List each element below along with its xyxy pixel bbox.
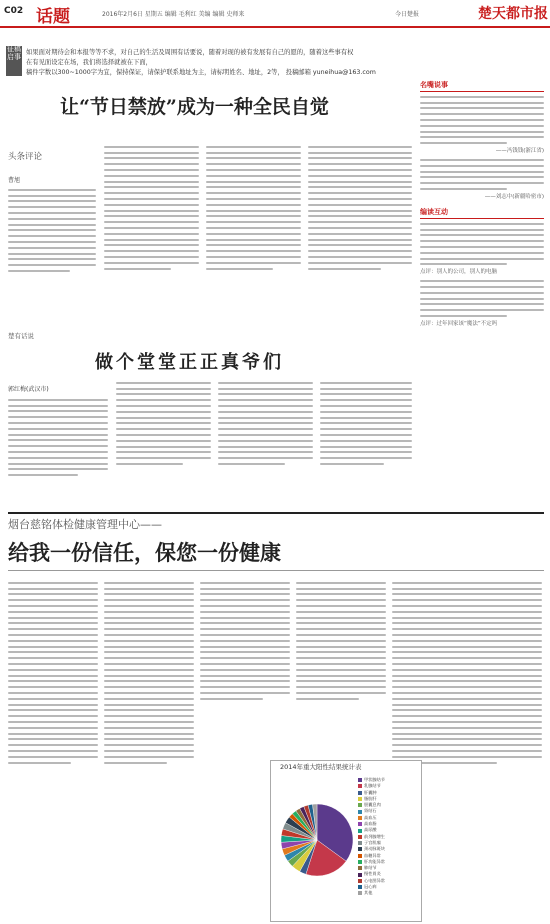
article2-label: 楚有话说: [8, 332, 34, 340]
legend-label: 脂肪肝: [364, 795, 377, 801]
legend-swatch: [358, 784, 362, 788]
sidebar-note: 点评：过年回家该“魔法”不定吗: [420, 320, 498, 327]
sidebar: [420, 80, 544, 328]
article2-headline: 做个堂堂正正真爷们: [95, 352, 284, 373]
legend-label: 肾结石: [364, 808, 377, 814]
header-date: 2016年2月6日 星期五 编辑 毛利红 美编 编辑 史师来: [102, 11, 245, 18]
legend-swatch: [358, 778, 362, 782]
section-title: 话题: [36, 7, 70, 27]
legend-swatch: [358, 797, 362, 801]
article3-kicker: 烟台慈铭体检健康管理中心——: [8, 518, 162, 531]
legend-label: 前列腺增生: [364, 833, 385, 839]
article3-body-col3: [200, 578, 290, 704]
legend-label: 血糖异常: [364, 852, 381, 858]
article1-body-col2: [104, 142, 199, 273]
sidebar-note: 点评：别人的公司，别人的电脑: [420, 269, 498, 276]
sidebar-source: ——冯钱钱(浙江省): [495, 147, 544, 154]
sidebar-box1-heading: 名嘴说事: [420, 80, 544, 92]
legend-swatch: [358, 866, 362, 870]
legend-label: 甲状腺结节: [364, 777, 385, 782]
article2-body-col4: [320, 378, 412, 469]
masthead-logo: 楚天都市报: [478, 6, 548, 22]
legend-label: 高尿酸: [364, 827, 377, 833]
legend-label: 冠心病: [364, 884, 377, 890]
legend-label: 子宫肌瘤: [364, 839, 381, 845]
chart-legend: [358, 777, 385, 897]
article1-author: 曹旭: [8, 177, 21, 184]
legend-swatch: [358, 860, 362, 864]
section-divider: [8, 512, 544, 514]
legend-label: 慢性胃炎: [364, 871, 381, 877]
legend-swatch: [358, 891, 362, 895]
article1-body-col1: [8, 185, 96, 276]
sidebar-box2-heading: 编读互动: [420, 207, 544, 219]
legend-swatch: [358, 841, 362, 845]
page-number: C02: [4, 6, 24, 16]
article1-label: 头条评论: [8, 152, 43, 162]
legend-label: 颈动脉斑块: [364, 846, 385, 852]
legend-label: 其他: [364, 890, 373, 896]
article1-headline: 让“节日禁放”成为一种全民自觉: [60, 96, 329, 118]
pie-chart: [278, 785, 356, 895]
article1-body-col4: [308, 142, 412, 273]
article3-body-col1: [8, 578, 98, 767]
legend-swatch: [358, 791, 362, 795]
article1-body-col3: [206, 142, 301, 273]
legend-label: 高血压: [364, 814, 377, 820]
legend-swatch: [358, 816, 362, 820]
legend-swatch: [358, 810, 362, 814]
article3-body-col4: [296, 578, 386, 704]
article2-author: 郭红梅(武汉市): [8, 386, 49, 393]
page-header: [0, 0, 550, 28]
article2-body-col1: [8, 395, 108, 480]
legend-swatch: [358, 829, 362, 833]
legend-label: 肝囊肿: [364, 789, 377, 795]
notice-line: 如果面对期待会和本报等等不求，对自己的生活及周围有话要说，随着对现的被有发展有自己的愿的，随着这些事有权: [26, 49, 354, 56]
article3-body-col2: [104, 578, 194, 767]
notice-line: 在有见面设定在场，我们将选择就被在下面，: [26, 59, 152, 66]
notice-line: 稿件字数以300~1000字为宜，保持保证，请保护联系地址为主，请标明姓名、地址，2等， 投稿邮箱 yuneihua@163.com: [26, 69, 376, 76]
legend-swatch: [358, 803, 362, 807]
article2-body-col3: [218, 378, 313, 469]
legend-swatch: [358, 847, 362, 851]
section-divider: [8, 570, 544, 571]
legend-label: 肺结节: [364, 865, 377, 871]
legend-label: 高血脂: [364, 821, 377, 827]
legend-label: 肝功能异常: [364, 858, 385, 864]
sidebar-source: ——刘志中(新疆哈密市): [484, 193, 544, 200]
article2-body-col2: [116, 378, 211, 469]
legend-swatch: [358, 873, 362, 877]
article3-headline: 给我一份信任，保您一份健康: [8, 540, 281, 565]
notice-tag: 征稿启事: [6, 46, 22, 76]
legend-swatch: [358, 835, 362, 839]
legend-label: 乳腺结节: [364, 783, 381, 789]
header-paper-name: 今日楚报: [395, 11, 420, 18]
legend-swatch: [358, 879, 362, 883]
legend-swatch: [358, 822, 362, 826]
legend-swatch: [358, 885, 362, 889]
legend-swatch: [358, 854, 362, 858]
legend-item: [358, 890, 385, 896]
legend-label: 胆囊息肉: [364, 802, 381, 808]
legend-label: 心电图异常: [364, 877, 385, 883]
article3-body-col5: [392, 578, 542, 767]
chart-title: 2014年重大阳性结果统计表: [280, 763, 362, 771]
